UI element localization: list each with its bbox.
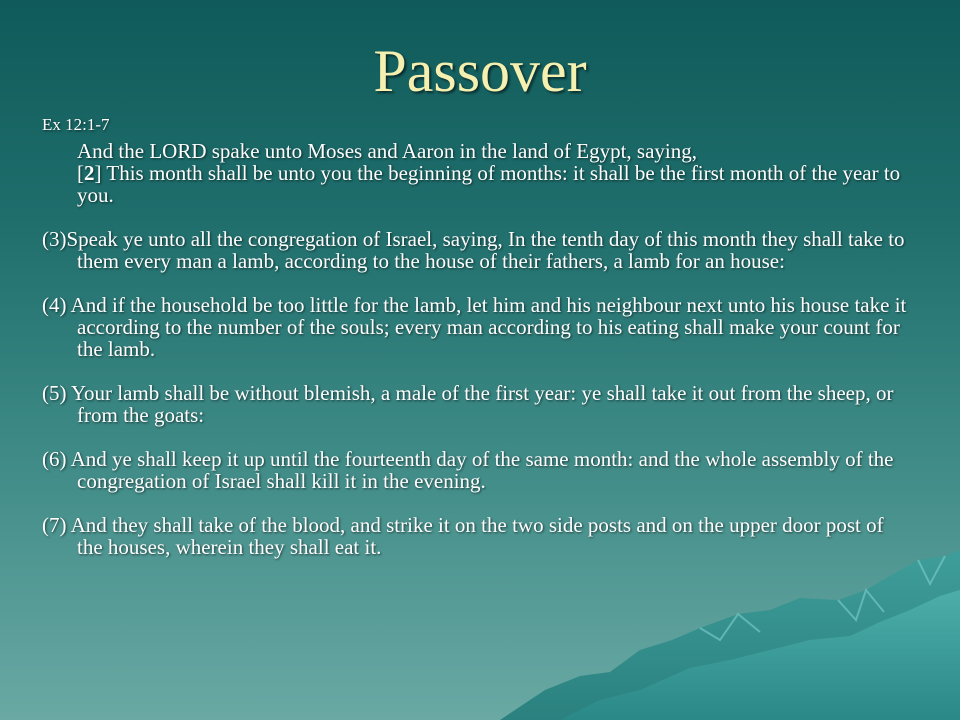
verse-3 (42, 228, 912, 272)
verse-5-number: (5) (42, 381, 67, 405)
verse-1 (42, 140, 912, 206)
verse-6 (42, 448, 912, 492)
scripture-reference: Ex 12:1-7 (42, 115, 110, 134)
verse-4-number: (4) (42, 293, 67, 317)
verse-2-number: [2] (77, 161, 102, 185)
verse-6-text: And ye shall keep it up until the fourteenth day of the same month: and the whole assembly of the congregation of Israel shall kill it in the evening. (66, 447, 894, 493)
verse-6-number: (6) (42, 447, 67, 471)
verse-3-number: (3) (42, 227, 67, 251)
verse-2-text: This month shall be unto you the beginning of months: it shall be the first month of the year to you. (77, 161, 901, 207)
verse-5 (42, 382, 912, 426)
verse-4-text: And if the household be too little for the lamb, let him and his neighbour next unto his house take it according to the number of the souls; every man according to his eating shall make your count for the lamb. (66, 293, 907, 361)
verse-7-text: And they shall take of the blood, and strike it on the two side posts and on the upper door post of the houses, wherein they shall eat it. (66, 513, 884, 559)
verse-5-text: Your lamb shall be without blemish, a male of the first year: ye shall take it out from the sheep, or from the goats: (66, 381, 894, 427)
slide-title: Passover (373, 38, 587, 104)
verse-7 (42, 514, 912, 558)
verse-3-text: Speak ye unto all the congregation of Israel, saying, In the tenth day of this month they shall take to them every man a lamb, according to the house of their fathers, a lamb for an house: (66, 227, 905, 273)
slide-content (42, 114, 912, 558)
verse-1-text: And the LORD spake unto Moses and Aaron in the land of Egypt, saying, (77, 139, 697, 163)
verse-4 (42, 294, 912, 360)
verse-7-number: (7) (42, 513, 67, 537)
